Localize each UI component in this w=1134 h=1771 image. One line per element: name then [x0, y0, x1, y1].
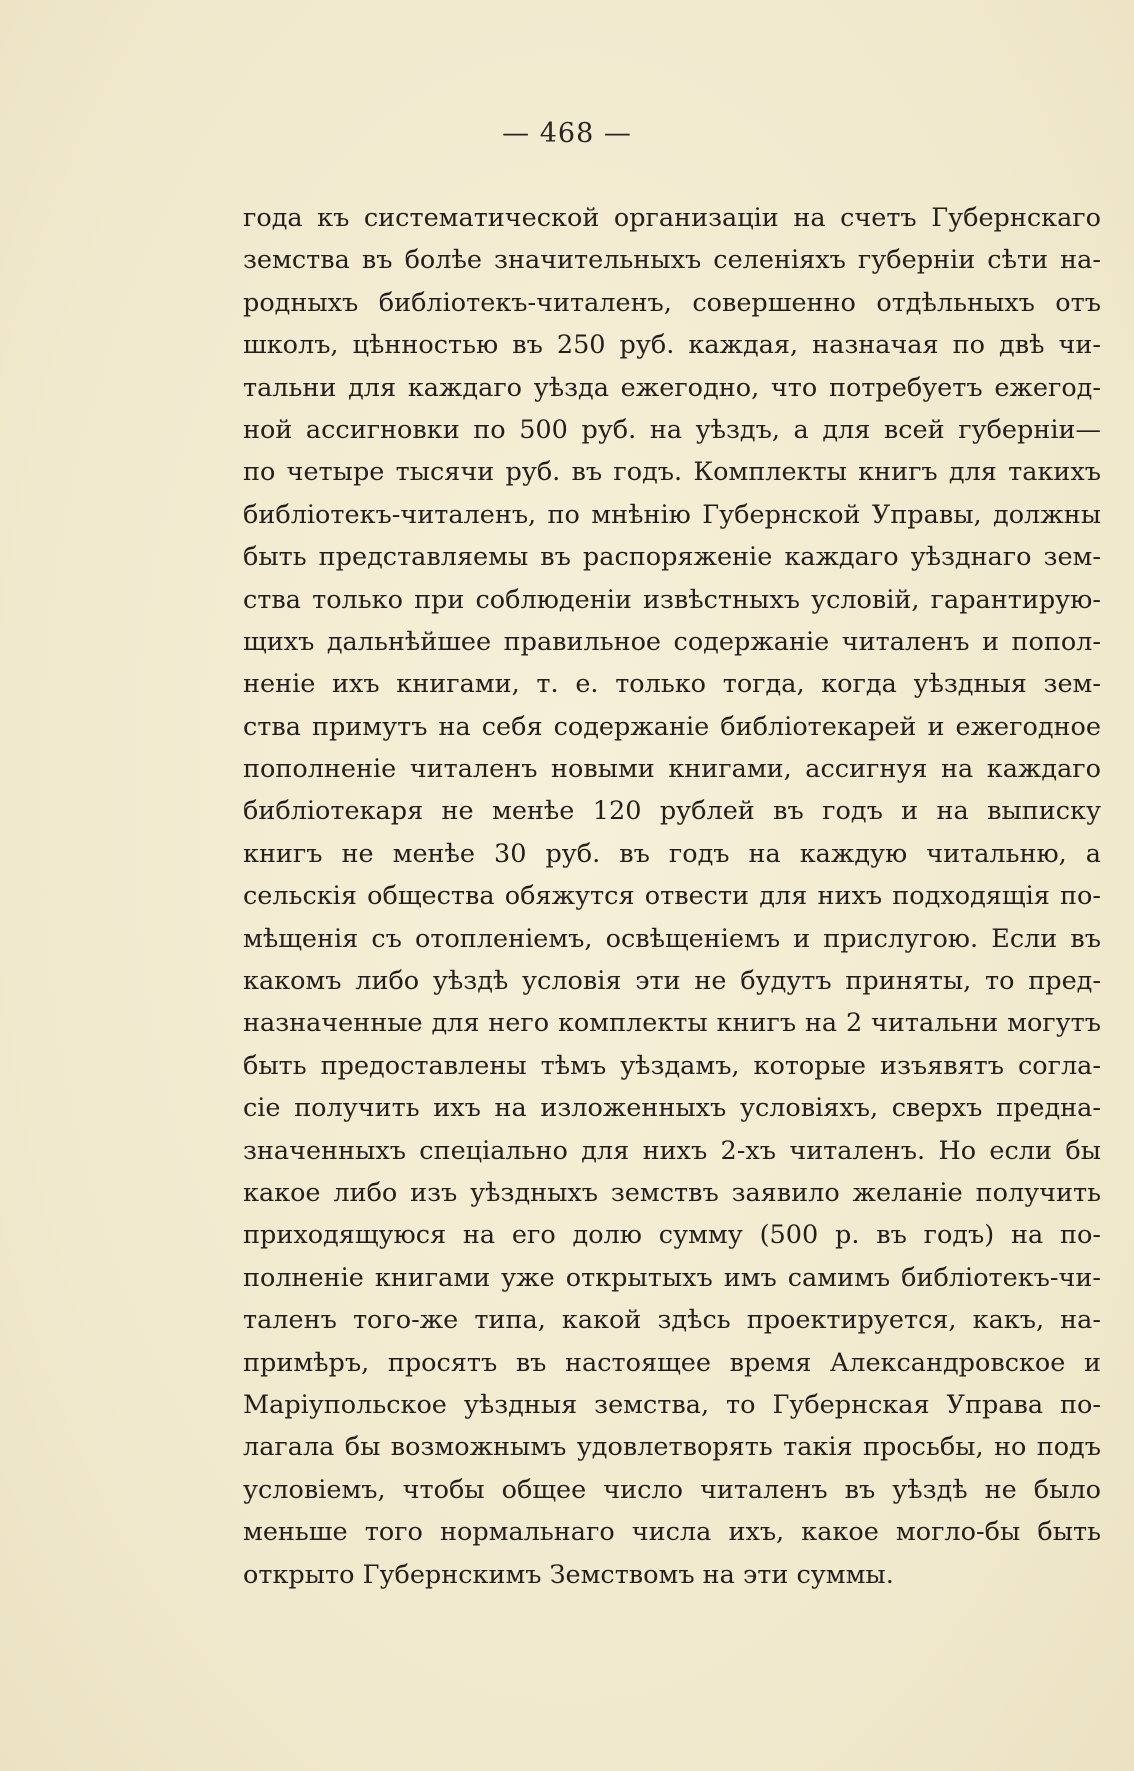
text-line: книгъ не менѣе 30 руб. въ годъ на каждую читальню, а [243, 838, 1101, 869]
text-line: примѣръ, просятъ въ настоящее время Александровское и [243, 1347, 1101, 1378]
text-line: неніе ихъ книгами, т. е. только тогда, когда уѣздныя зем- [243, 669, 1101, 700]
text-line: быть представляемы въ распоряженіе каждаго уѣзднаго зем- [243, 542, 1101, 573]
text-line: приходящуюся на его долю сумму (500 р. въ годъ) на по- [243, 1220, 1101, 1251]
text-line: лагала бы возможнымъ удовлетворять такія просьбы, но подъ [243, 1432, 1101, 1463]
text-line: ства примутъ на себя содержаніе библіотекарей и ежегодное [243, 711, 1101, 742]
text-line: сельскія общества обяжутся отвести для нихъ подходящія по- [243, 881, 1101, 912]
body-text [243, 197, 1101, 1596]
text-line: полненіе книгами уже открытыхъ имъ самимъ библіотекъ-чи- [243, 1262, 1101, 1293]
text-line: тальни для каждаго уѣзда ежегодно, что потребуетъ ежегод- [243, 372, 1101, 403]
text-line: назначенные для него комплекты книгъ на 2 читальни могутъ [243, 1008, 1101, 1039]
text-line: быть предоставлены тѣмъ уѣздамъ, которые изъявятъ согла- [243, 1050, 1101, 1081]
text-line: библіотекаря не менѣе 120 рублей въ годъ и на выписку [243, 796, 1101, 827]
page-number: — 468 — [502, 118, 632, 149]
text-line: какое либо изъ уѣздныхъ земствъ заявило желаніе получить [243, 1177, 1101, 1208]
text-line: мѣщенія съ отопленіемъ, освѣщеніемъ и прислугою. Если въ [243, 923, 1101, 954]
text-line: ства только при соблюденіи извѣстныхъ условій, гарантирую- [243, 584, 1101, 615]
text-line: Маріупольское уѣздныя земства, то Губернская Управа по- [243, 1389, 1101, 1420]
text-line: открыто Губернскимъ Земствомъ на эти суммы. [243, 1559, 894, 1590]
text-line: щихъ дальнѣйшее правильное содержаніе читаленъ и попол- [243, 626, 1101, 657]
text-line: меньше того нормальнаго числа ихъ, какое могло-бы быть [243, 1517, 1101, 1548]
text-line: года къ систематической организаціи на счетъ Губернскаго [243, 203, 1101, 233]
text-line: какомъ либо уѣздѣ условія эти не будутъ приняты, то пред- [243, 966, 1101, 997]
text-line: значенныхъ спеціально для нихъ 2-хъ читаленъ. Но если бы [243, 1135, 1101, 1166]
text-line: школъ, цѣнностью въ 250 руб. каждая, назначая по двѣ чи- [243, 330, 1101, 361]
text-line: библіотекъ-читаленъ, по мнѣнію Губернской Управы, должны [243, 499, 1101, 530]
text-line: условіемъ, чтобы общее число читаленъ въ уѣздѣ не было [243, 1474, 1101, 1505]
text-line: сіе получить ихъ на изложенныхъ условіяхъ, сверхъ предна- [243, 1093, 1101, 1124]
text-line: ной ассигновки по 500 руб. на уѣздъ, а для всей губерніи— [243, 414, 1101, 445]
text-line: земства въ болѣе значительныхъ селеніяхъ губерніи сѣти на- [243, 245, 1101, 276]
text-line: по четыре тысячи руб. въ годъ. Комплекты книгъ для такихъ [243, 457, 1101, 488]
text-line: таленъ того-же типа, какой здѣсь проектируется, какъ, на- [243, 1305, 1101, 1336]
text-line: пополненіе читаленъ новыми книгами, ассигнуя на каждаго [243, 754, 1101, 785]
text-line: родныхъ библіотекъ-читаленъ, совершенно отдѣльныхъ отъ [243, 287, 1101, 318]
